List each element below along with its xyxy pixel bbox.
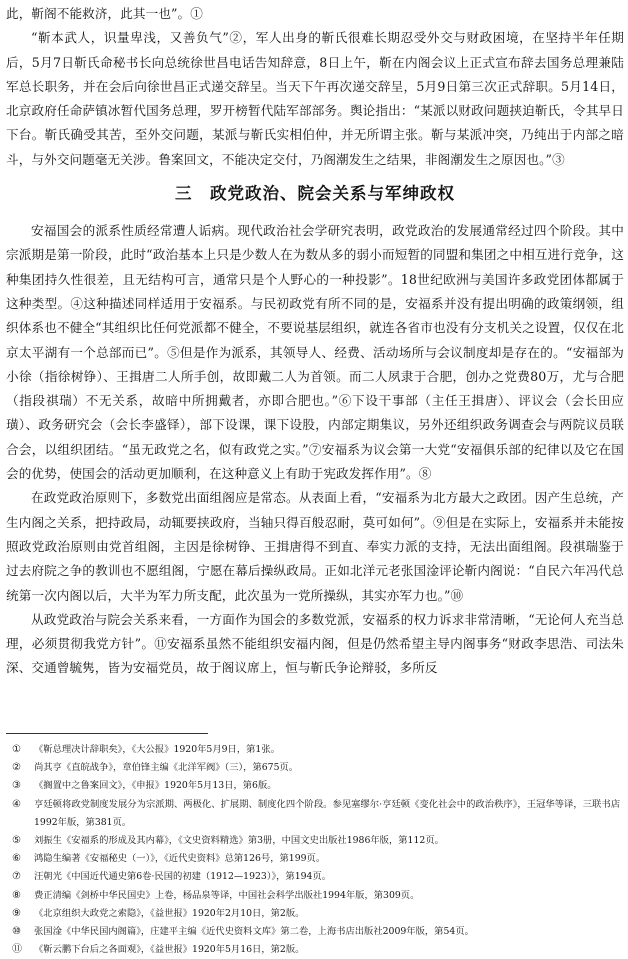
footnote xyxy=(12,832,620,850)
footnote-marker: ④ xyxy=(12,798,21,810)
footnote-marker: ⑩ xyxy=(12,926,21,938)
footnote xyxy=(12,868,620,886)
footnote-text: 刘振生《安福系的形成及其内幕》，《文史资料精选》第3册，中国文史出版社1986年版，第112页。 xyxy=(34,835,444,847)
paragraph-continued: 此，靳阁不能救济，此其一也”。① xyxy=(6,6,203,21)
footnote-marker: ⑧ xyxy=(12,889,21,901)
footnote-marker: ⑤ xyxy=(12,835,21,847)
main-text xyxy=(6,2,624,681)
footnote-marker: ⑨ xyxy=(12,907,21,919)
footnote-marker: ⑦ xyxy=(12,871,21,883)
footnote-text: 《靳总理决计辞职矣》，《大公报》1920年5月9日，第1张。 xyxy=(34,744,280,755)
footnote-marker: ③ xyxy=(12,780,21,792)
footnote-marker: ① xyxy=(12,744,21,755)
footnote xyxy=(12,796,620,832)
paragraph: “靳本武人，识量卑浅，又善负气”②，军人出身的靳氏很难长期忍受外交与财政困境，在坚持半年任期后，5月7日靳氏命秘书长向总统徐世昌电话告知辞意，8日上午，靳在内阁会议上正式宣布辞去国务总理兼陆军总长职务，并在会后向徐世昌正式递交辞呈。当天下午再次递交辞呈，5月9日第三次正式辞职。5月14日，北京政府任命萨镇冰暂代国务总理，罗开榜暂代陆军部部务。舆论指出：“某派以财政问题挟迫靳氏，令其早日下台。靳氏确受其苦，至外交问题，某派与靳氏实相伯仲，并无所谓主张。靳与某派冲突，乃纯出于内部之暗斗，与外交问题毫无关涉。鲁案回文，不能决定交付，乃阁潮发生之结果，非阁潮发生之原因也。”③ xyxy=(6,30,624,167)
footnote xyxy=(12,741,620,759)
footnote-text: 《北京组织大政党之索隐》，《益世报》1920年2月10日，第2版。 xyxy=(34,907,305,919)
footnote-text: 费正清编《剑桥中华民国史》上卷，杨品泉等译，中国社会科学出版社1994年版，第309页。 xyxy=(34,889,420,901)
footnotes-list xyxy=(12,741,620,959)
footnote xyxy=(12,905,620,923)
footnote-marker: ⑪ xyxy=(12,944,22,956)
footnote-marker: ⑥ xyxy=(12,853,21,865)
footnote-text: 尚其亨《直皖战争》，章伯锋主编《北洋军阀》（三），第675页。 xyxy=(34,762,299,774)
footnote-divider xyxy=(6,733,208,734)
footnote-text: 张国淦《中华民国内阁篇》，庄建平主编《近代史资料文库》第二卷，上海书店出版社2009年版，第54页。 xyxy=(34,926,474,938)
footnote-text: 汪朝光《中国近代通史第6卷·民国的初建（1912—1923）》，第194页。 xyxy=(34,871,332,883)
paragraph: 安福国会的派系性质经常遭人诟病。现代政治社会学研究表明，政党政治的发展通常经过四个阶段。其中宗派期是第一阶段，此时“政治基本上只是少数人在为数从多的弱小而短暂的同盟和集团之中相互进行竞争，这种集团持久性很差，且无结构可言，通常只是个人野心的一种投影”。18世纪欧洲与美国许多政党团体都属于这种类型。④这种描述同样适用于安福系。与民初政党有所不同的是，安福系并没有提出明确的政策纲领，组织体系也不健全“其组织比任何党派都不健全，不要说基层组织，就连各省市也没有分支机关之设置，仅仅在北京太平湖有一个总部而已”。⑤但是作为派系，其领导人、经费、活动场所与会议制度却是存在的。“安福部为小徐（指徐树铮）、王揖唐二人所手创，故即戴二人为首领。而二人夙隶于合肥，创办之党费80万，尤与合肥（指段祺瑞）不无关系，故暗中所拥戴者，亦即合肥也。”⑥下设干事部（主任王揖唐）、评议会（会长田应璜）、政务研究会（会长李盛铎），部下设课，课下设股，内部定期集议，另外还组织政务调查会与两院议员联合会，以组织团结。“虽无政党之名，似有政党之实。”⑦安福系为议会第一大党“安福俱乐部的纪律以及它在国会的优势，使国会的活动更加顺利，在这种意义上有助于宪政发挥作用”。⑧ xyxy=(6,223,624,482)
footnote-text: 《靳云鹏下台后之各面观》，《益世报》1920年5月16日，第2版。 xyxy=(34,944,305,956)
footnote-text: 鸿隐生编著《安福秘史（一）》，《近代史资料》总第126号，第199页。 xyxy=(34,853,326,865)
footnote xyxy=(12,850,620,868)
paragraph: 在政党政治原则下，多数党出面组阁应是常态。从表面上看，“安福系为北方最大之政团。因产生总统，产生内阁之关系，把持政局，动辄要挟政府，当轴只得百般忍耐，莫可如何”。⑨但是在实际上，安福系并未能按照政党政治原则由党首组阁，主因是徐树铮、王揖唐得不到直、奉实力派的支持，无法出面组阁。段祺瑞鉴于过去府院之争的教训也不愿组阁，宁愿在幕后操纵政局。正如北洋元老张国淦评论靳内阁说：“自民六年冯代总统第一次内阁以后，大半为军力所支配，此次虽为一党所操纵，其实亦军力也。”⑩ xyxy=(6,490,624,603)
paragraph: 从政党政治与院会关系来看，一方面作为国会的多数党派，安福系的权力诉求非常清晰，“无论何人充当总理，必须贯彻我党方针”。⑪安福系虽然不能组织安福内阁，但是仍然希望主导内阁事务“财政李思浩、司法朱深、交通曾毓隽，皆为安福党员，故于阁议席上，恒与靳氏争论辩驳，多所反 xyxy=(6,611,624,676)
footnote-text: 亨廷顿将政党制度发展分为宗派期、两极化、扩展期、制度化四个阶段。参见塞缪尔·亨廷顿《变化社会中的政治秩序》，王冠华等译，三联书店1992年版，第381页。 xyxy=(34,798,620,828)
section-heading: 三 政党政治、院会关系与军绅政权 xyxy=(175,184,455,204)
footnote-text: 《搁置中之鲁案回文》，《申报》1920年5月13日，第6版。 xyxy=(34,780,277,792)
footnote xyxy=(12,923,620,941)
footnote xyxy=(12,759,620,777)
footnote xyxy=(12,777,620,795)
footnote xyxy=(12,887,620,905)
footnote xyxy=(12,941,620,959)
footnote-marker: ② xyxy=(12,762,21,774)
